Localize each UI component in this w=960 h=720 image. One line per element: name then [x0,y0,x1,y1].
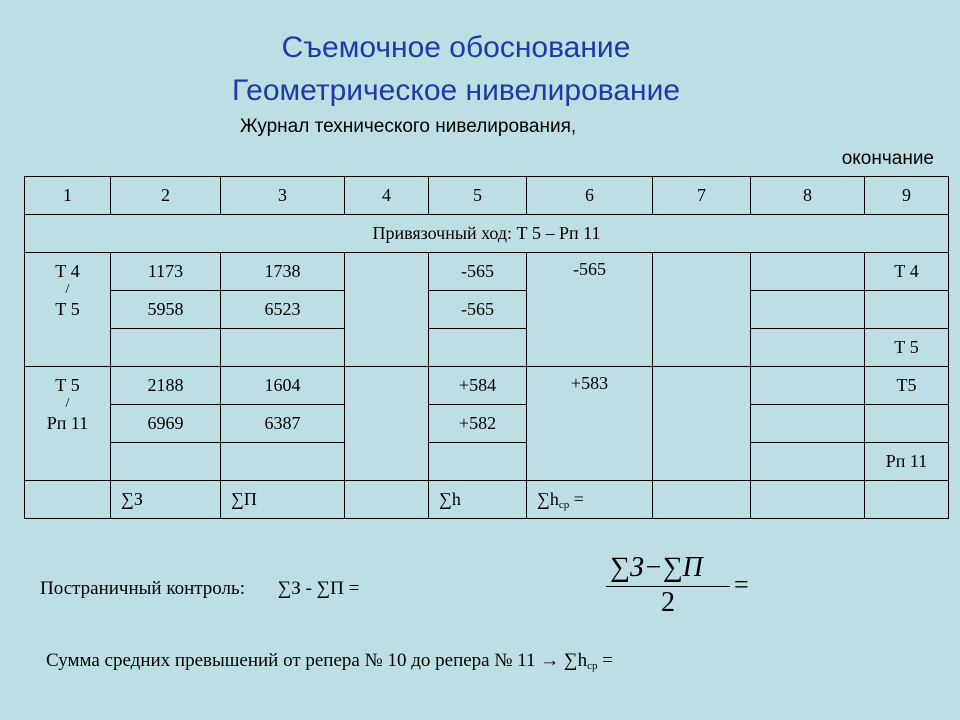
table-cell-empty [865,405,949,443]
sum-row [25,481,949,519]
sum-subscript: ср [558,498,570,511]
header-cell: 5 [429,177,527,215]
table-cell-empty [429,329,527,367]
header-cell: 4 [345,177,429,215]
table-cell: Т5 [865,367,949,405]
table-cell: Т 5 [865,329,949,367]
station-from: Т 4 [55,261,80,281]
sigma-icon: ∑ [231,489,244,509]
table-cell: +583 [527,367,653,481]
table-cell-empty [865,291,949,329]
sigma-icon: ∑ [537,488,550,509]
table-cell: -565 [527,253,653,367]
station-to: Т 5 [55,299,80,319]
station-slash: / [65,396,70,411]
sum-label: П [243,489,257,509]
header-cell: 7 [653,177,751,215]
table-cell-empty [429,443,527,481]
header-cell: 6 [527,177,653,215]
table-cell-empty [25,481,111,519]
sum-cell-foresight [221,481,345,519]
header-cell: 2 [111,177,221,215]
sum-cell-backsight [111,481,221,519]
station-to: Рп 11 [46,413,89,433]
table-row [25,291,949,329]
sigma-icon: ∑ [121,489,134,509]
table-row [25,443,949,481]
table-cell-empty [865,481,949,519]
page-control-label: Постраничный контроль: [40,578,245,599]
table-cell: +584 [429,367,527,405]
header-row [25,177,949,215]
continuation-label: окончание [841,148,934,169]
header-cell: 8 [751,177,865,215]
sum-cell-hmean [527,481,653,519]
leveling-journal-table [24,176,949,519]
table-cell: 5958 [111,291,221,329]
formula-denominator: 2 [661,587,675,618]
table-cell-empty [221,329,345,367]
table-cell: 1604 [221,367,345,405]
table-cell-empty [345,367,429,481]
table-cell: 6523 [221,291,345,329]
sum-mean-heights-line [46,650,613,672]
table-cell-empty [751,367,865,405]
page-control-expression: ∑З - ∑П = [277,578,360,599]
table-cell: 6387 [221,405,345,443]
table-cell-empty [345,253,429,367]
slide-subtitle-title: Геометрическое нивелирование [231,74,681,107]
table-row [25,329,949,367]
table-cell-empty [111,329,221,367]
table-cell: +582 [429,405,527,443]
table-cell: -565 [429,253,527,291]
table-cell-empty [751,405,865,443]
sum-mean-heights-text: Сумма средних превышений от репера № 10 до репера № 11 → ∑h [46,650,588,671]
table-cell: Т 4 [865,253,949,291]
table-cell-empty [653,481,751,519]
table-cell-empty [221,443,345,481]
mean-formula [606,552,749,619]
sum-label: h [549,488,559,509]
table-cell: 2188 [111,367,221,405]
table-row [25,405,949,443]
table-cell-empty [111,443,221,481]
table-cell: -565 [429,291,527,329]
table-cell-empty [751,481,865,519]
table-cell: 1173 [111,253,221,291]
table-row [25,367,949,405]
sum-cell-h [429,481,527,519]
table-cell-empty [653,253,751,367]
table-cell: Рп 11 [865,443,949,481]
station-cell [25,253,111,367]
sum-mean-heights-tail: = [597,650,613,671]
header-cell: 3 [221,177,345,215]
section-title: Привязочный ход: Т 5 – Рп 11 [25,215,949,253]
section-row [25,215,949,253]
journal-caption: Журнал технического нивелирования, [240,116,577,137]
sigma-icon: ∑ [439,489,452,509]
table-cell-empty [751,329,865,367]
station-cell [25,367,111,481]
formula-equals: = [734,570,749,599]
station-from: Т 5 [55,375,80,395]
header-cell: 1 [25,177,111,215]
sum-tail: = [569,488,584,509]
station-slash: / [65,282,70,297]
table-cell: 1738 [221,253,345,291]
table-row [25,253,949,291]
table-cell: 6969 [111,405,221,443]
slide-title: Съемочное обоснование [281,31,631,64]
table-cell-empty [751,253,865,291]
table-cell-empty [345,481,429,519]
sum-label: h [451,489,461,509]
page-control [40,578,359,600]
table-cell-empty [751,443,865,481]
table-cell-empty [751,291,865,329]
sum-label: З [133,489,143,509]
table-cell-empty [653,367,751,481]
sum-mean-heights-subscript: ср [587,660,598,672]
header-cell: 9 [865,177,949,215]
formula-numerator: ∑З−∑П [610,552,703,583]
